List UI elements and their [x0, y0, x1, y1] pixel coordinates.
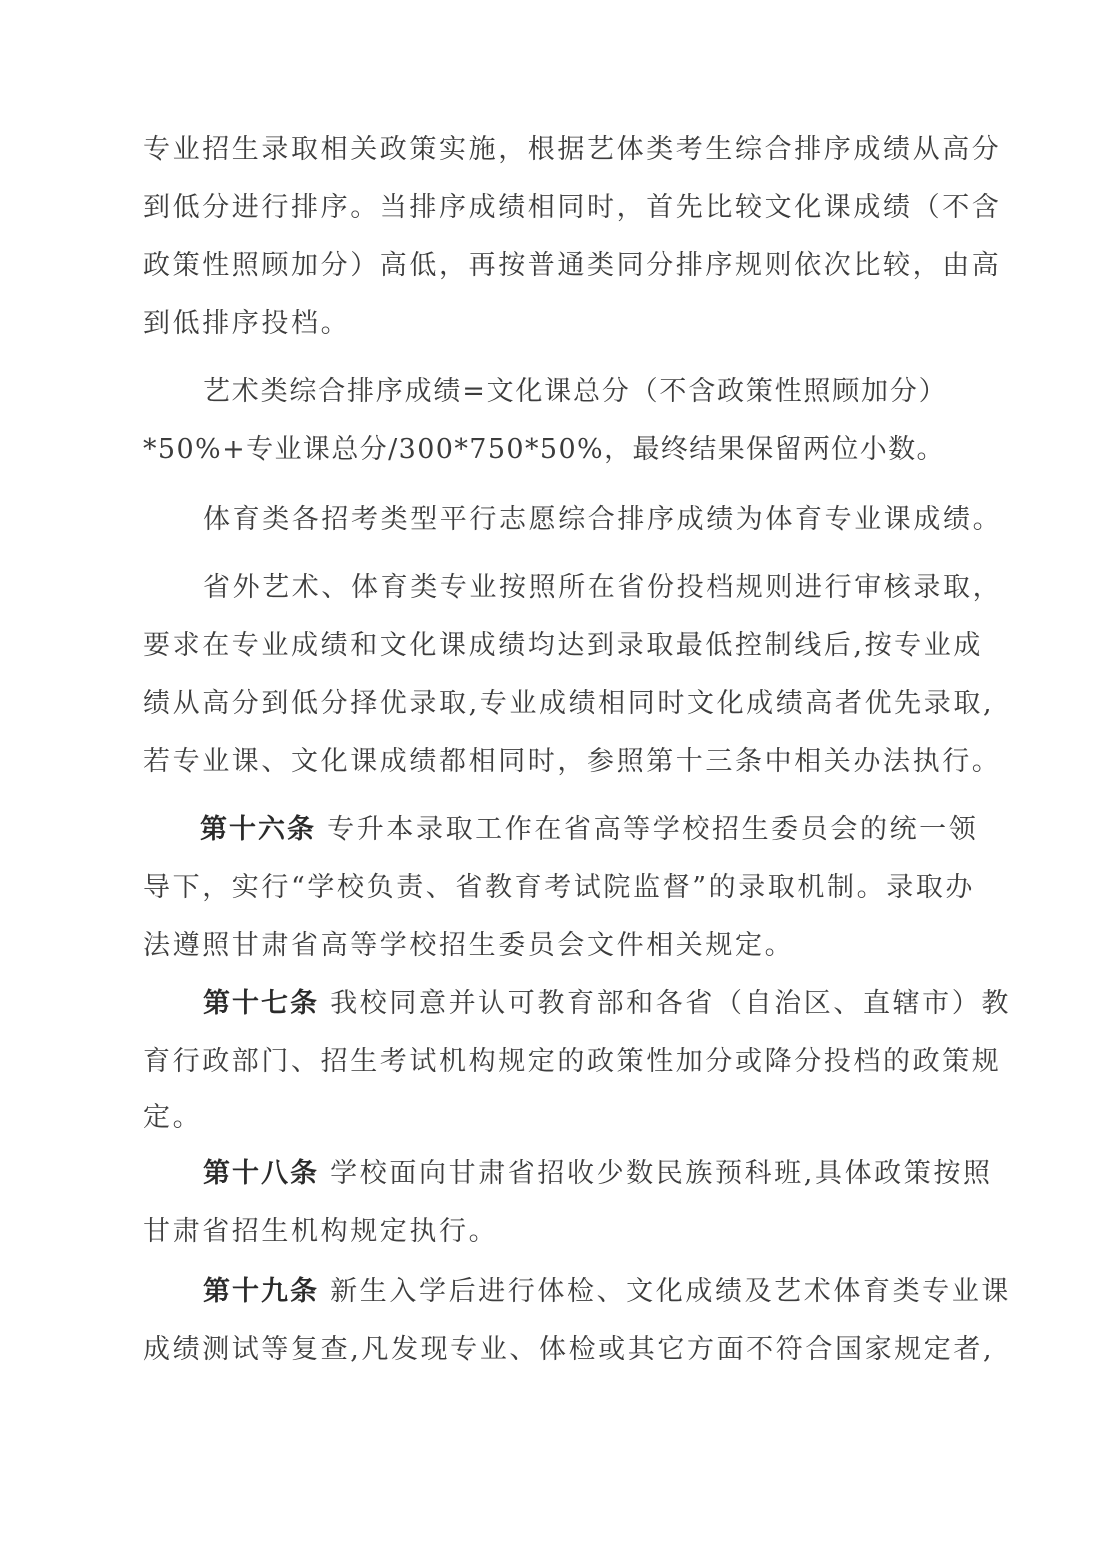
formula-line: 艺术类综合排序成绩=文化课总分（不含政策性照顾加分）	[203, 376, 948, 407]
paragraph-line: 绩从高分到低分择优录取,专业成绩相同时文化成绩高者优先录取,	[143, 688, 995, 719]
article-17-first-line	[203, 984, 1011, 1024]
article-heading: 第十六条	[200, 814, 316, 845]
article-18-first-line	[203, 1154, 993, 1194]
article-19-first-line	[203, 1272, 1011, 1312]
article-text: 我校同意并认可教育部和各省（自治区、直辖市）教	[319, 988, 1011, 1019]
paragraph-line: 政策性照顾加分）高低，再按普通类同分排序规则依次比较，由高	[143, 250, 1002, 281]
paragraph-line: 甘肃省招生机构规定执行。	[143, 1216, 499, 1247]
article-heading: 第十七条	[203, 988, 319, 1019]
formula-line: *50%+专业课总分/300*750*50%，最终结果保留两位小数。	[143, 434, 945, 465]
article-text: 学校面向甘肃省招收少数民族预科班,具体政策按照	[319, 1158, 993, 1189]
article-16-first-line	[200, 810, 979, 850]
paragraph-line: 到低排序投档。	[143, 308, 351, 339]
paragraph-line: 要求在专业成绩和文化课成绩均达到录取最低控制线后,按专业成	[143, 630, 983, 661]
article-text: 新生入学后进行体检、文化成绩及艺术体育类专业课	[319, 1276, 1011, 1307]
article-heading: 第十八条	[203, 1158, 319, 1189]
paragraph-line: 法遵照甘肃省高等学校招生委员会文件相关规定。	[143, 930, 795, 961]
paragraph-line: 到低分进行排序。当排序成绩相同时，首先比较文化课成绩（不含	[143, 192, 1002, 223]
article-heading: 第十九条	[203, 1276, 319, 1307]
paragraph-line: 专业招生录取相关政策实施，根据艺体类考生综合排序成绩从高分	[143, 134, 1002, 165]
paragraph-line: 定。	[143, 1102, 203, 1133]
article-text: 专升本录取工作在省高等学校招生委员会的统一领	[316, 814, 979, 845]
paragraph-line: 体育类各招考类型平行志愿综合排序成绩为体育专业课成绩。	[203, 504, 1003, 535]
paragraph-line: 育行政部门、招生考试机构规定的政策性加分或降分投档的政策规	[143, 1046, 1002, 1077]
paragraph-line: 成绩测试等复查,凡发现专业、体检或其它方面不符合国家规定者,	[143, 1334, 995, 1365]
paragraph-line: 导下，实行“学校负责、省教育考试院监督”的录取机制。录取办	[143, 872, 976, 903]
paragraph-line: 省外艺术、体育类专业按照所在省份投档规则进行审核录取，	[203, 572, 1003, 603]
paragraph-line: 若专业课、文化课成绩都相同时，参照第十三条中相关办法执行。	[143, 746, 1002, 777]
